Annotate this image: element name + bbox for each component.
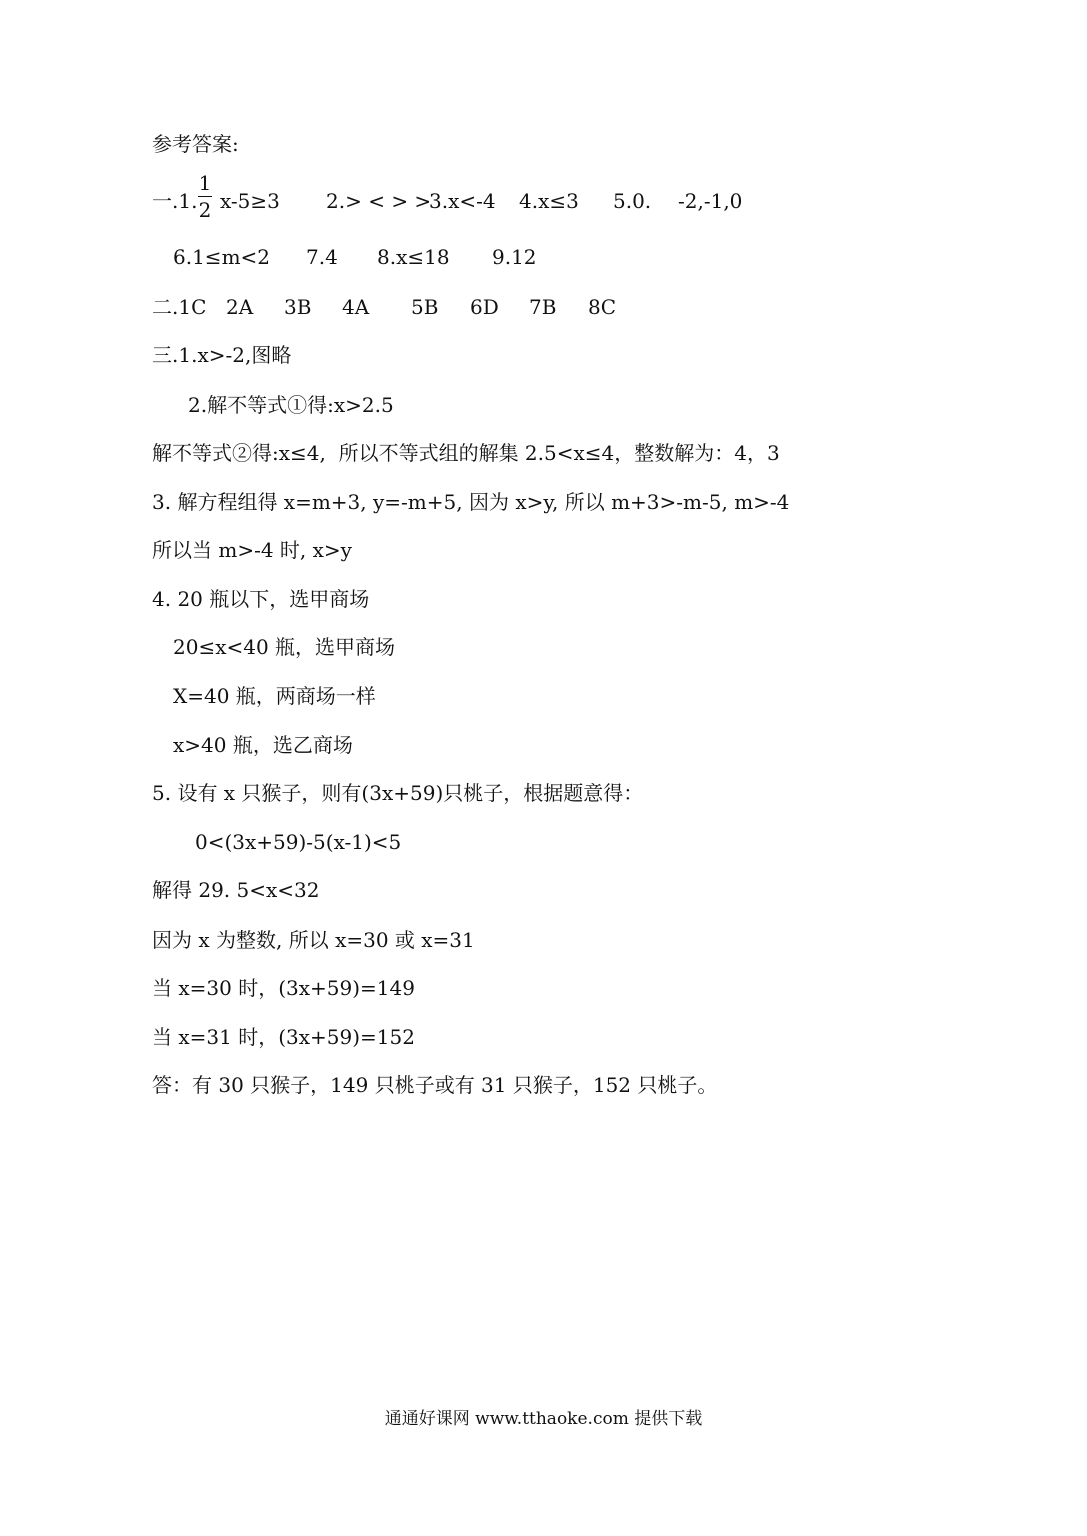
section2-prefix: 二.1C [152, 295, 207, 319]
answer-3-1: 三.1.x>-2,图略 [152, 343, 292, 367]
section1-prefix: 一.1. [152, 189, 198, 213]
answer-3-5g: 答：有 30 只猴子，149 只桃子或有 31 只猴子，152 只桃子。 [152, 1073, 718, 1097]
answer-2-2: 2A [226, 295, 254, 319]
answer-3-3a: 3. 解方程组得 x=m+3, y=-m+5, 因为 x>y, 所以 m+3>-m-5, m>-4 [152, 490, 790, 514]
answer-3-5a: 5. 设有 x 只猴子，则有(3x+59)只桃子，根据题意得： [152, 781, 644, 805]
answer-2-7: 7B [529, 295, 557, 319]
answer-1-7: 7.4 [306, 245, 338, 269]
answer-2-3: 3B [284, 295, 312, 319]
fraction-denominator: 2 [198, 198, 212, 222]
fraction-one-half [198, 172, 212, 221]
page-footer: 通通好课网 www.tthaoke.com 提供下载 [384, 1409, 703, 1429]
answer-3-5e: 当 x=30 时，(3x+59)=149 [152, 976, 415, 1000]
answer-3-3b: 所以当 m>-4 时, x>y [152, 538, 352, 562]
answer-3-4a: 4. 20 瓶以下，选甲商场 [152, 587, 370, 611]
answer-3-5b: 0<(3x+59)-5(x-1)<5 [195, 830, 402, 854]
answer-3-5f: 当 x=31 时，(3x+59)=152 [152, 1025, 415, 1049]
answer-3-5d: 因为 x 为整数, 所以 x=30 或 x=31 [152, 928, 475, 952]
answer-2-4: 4A [342, 295, 370, 319]
answer-2-8: 8C [588, 295, 617, 319]
fraction-bar [198, 196, 212, 197]
answer-3-4d: x>40 瓶，选乙商场 [173, 733, 353, 757]
answer-3-2b: 解不等式②得:x≤4, 所以不等式组的解集 2.5<x≤4，整数解为：4，3 [152, 441, 780, 465]
answer-1-9: 9.12 [492, 245, 537, 269]
answer-3-4c: X=40 瓶，两商场一样 [173, 684, 376, 708]
answer-1-6: 6.1≤m<2 [173, 245, 271, 269]
answer-1-3: 3.x<-4 [429, 189, 496, 213]
answer-3-4b: 20≤x<40 瓶，选甲商场 [173, 635, 396, 659]
answer-1-1: x-5≥3 [220, 189, 280, 213]
answer-2-5: 5B [411, 295, 439, 319]
answer-3-2a: 2.解不等式①得:x>2.5 [188, 393, 394, 417]
answer-1-5b: -2,-1,0 [678, 189, 743, 213]
answer-3-5c: 解得 29. 5<x<32 [152, 878, 320, 902]
page-title: 参考答案: [152, 132, 239, 156]
answer-1-8: 8.x≤18 [377, 245, 450, 269]
answer-1-4: 4.x≤3 [519, 189, 579, 213]
answer-1-2: 2.> < > > [326, 189, 432, 213]
answer-1-5: 5.0. [613, 189, 652, 213]
fraction-numerator: 1 [198, 171, 212, 195]
answer-2-6: 6D [470, 295, 499, 319]
